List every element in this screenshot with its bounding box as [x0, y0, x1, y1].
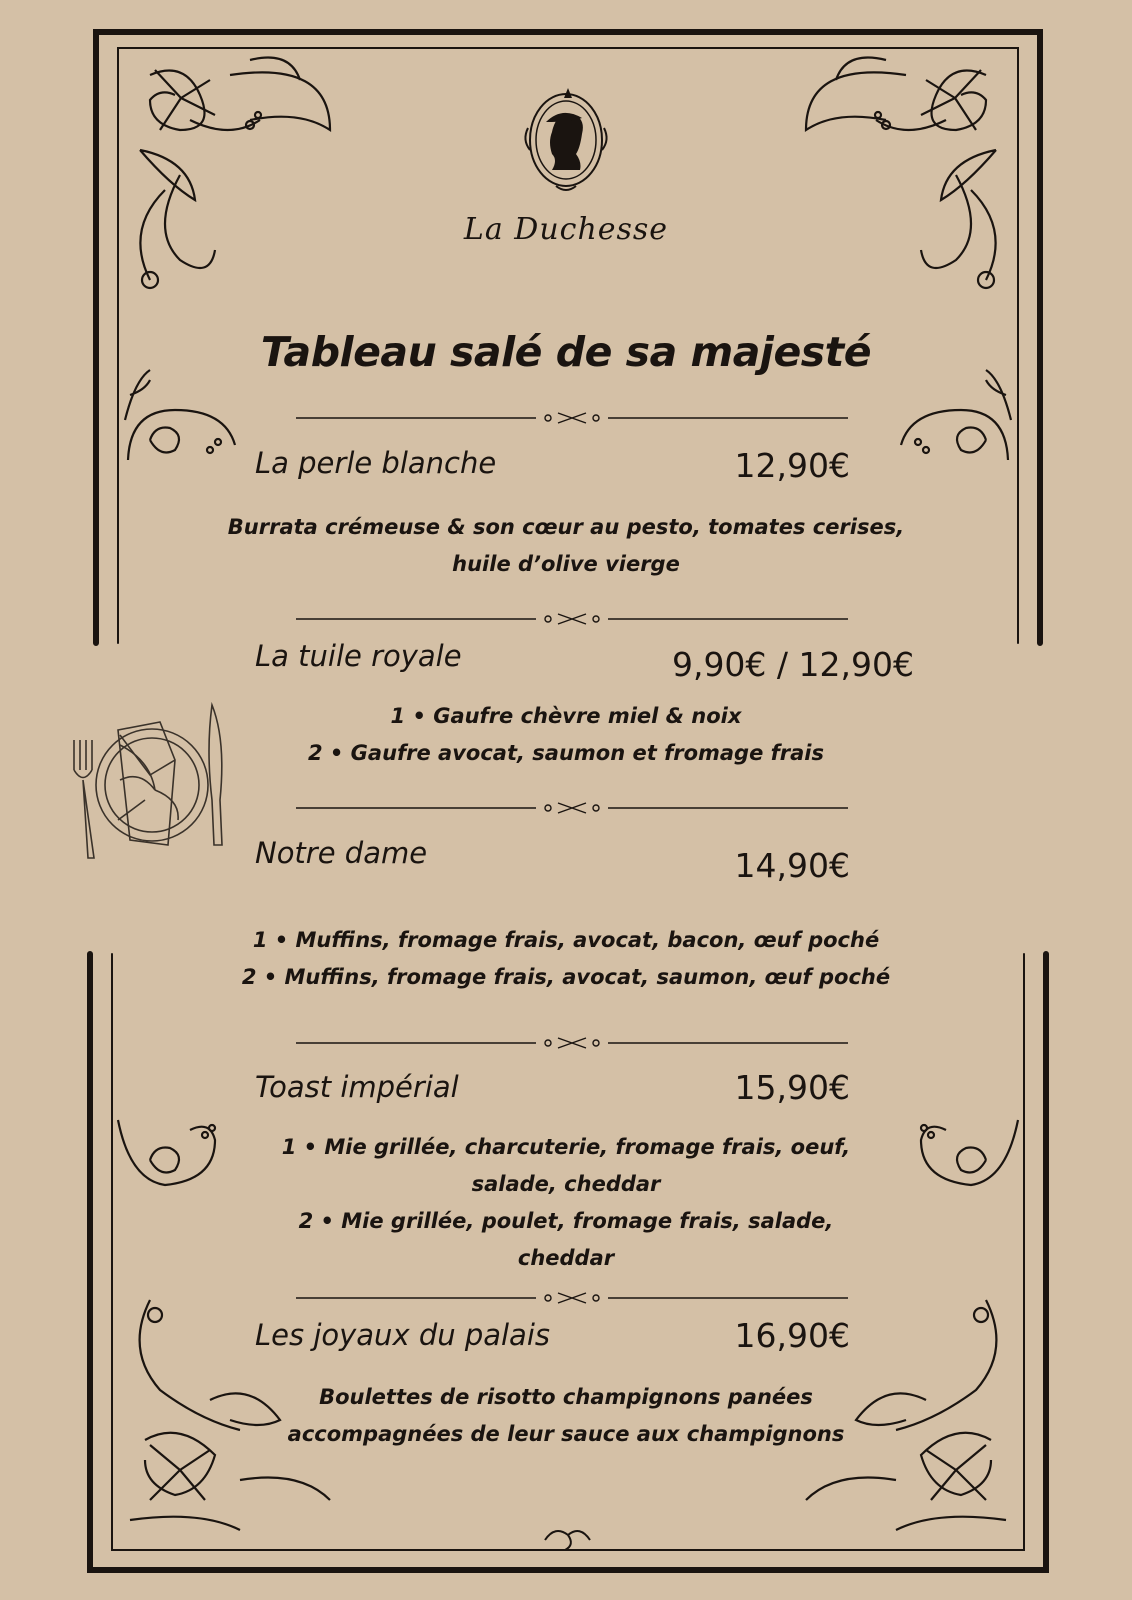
- divider: [296, 411, 848, 425]
- description-line: 2 • Muffins, fromage frais, avocat, saumon, œuf poché: [241, 965, 891, 989]
- description-line: huile d’olive vierge: [452, 552, 680, 576]
- menu-item-price: 15,90€: [734, 1068, 850, 1107]
- menu-item-description: [220, 1129, 912, 1277]
- menu-item-name: La perle blanche: [255, 446, 497, 480]
- corner-flourish-top-right: [806, 58, 996, 289]
- side-scroll-right-lower: [921, 1120, 1018, 1185]
- description-line: 1 • Muffins, fromage frais, avocat, bacon, œuf poché: [252, 928, 880, 952]
- description-line: Burrata crémeuse & son cœur au pesto, tomates cerises,: [227, 515, 905, 539]
- side-scroll-left-lower: [118, 1120, 215, 1185]
- menu-item-description: [220, 1379, 912, 1453]
- description-line: accompagnées de leur sauce aux champignons: [287, 1422, 845, 1446]
- logo-cameo-icon: [525, 88, 606, 190]
- description-line: 1 • Gaufre chèvre miel & noix: [390, 704, 742, 728]
- divider: [296, 612, 848, 626]
- side-scroll-right-upper: [901, 370, 1011, 460]
- description-line: cheddar: [517, 1246, 615, 1270]
- divider: [296, 1291, 848, 1305]
- description-line: salade, cheddar: [471, 1172, 661, 1196]
- description-line: Boulettes de risotto champignons panées: [319, 1385, 813, 1409]
- menu-item-name: Les joyaux du palais: [255, 1318, 550, 1352]
- menu-item-price: 12,90€: [734, 446, 850, 485]
- divider: [296, 1036, 848, 1050]
- menu-item-description: [220, 922, 912, 996]
- menu-item-description: [220, 698, 912, 772]
- menu-item-name: Notre dame: [255, 836, 428, 870]
- menu-item-name: La tuile royale: [255, 639, 462, 673]
- brand-name: La Duchesse: [463, 212, 669, 247]
- description-line: 2 • Mie grillée, poulet, fromage frais, salade,: [298, 1209, 834, 1233]
- cutlery-plate-illustration: [74, 705, 222, 858]
- description-line: 2 • Gaufre avocat, saumon et fromage frais: [308, 741, 824, 765]
- corner-flourish-top-left: [140, 58, 330, 289]
- menu-title: Tableau salé de sa majesté: [260, 328, 872, 376]
- menu-item-price: 9,90€ / 12,90€: [671, 645, 914, 684]
- menu-item-price: 14,90€: [734, 846, 850, 885]
- description-line: 1 • Mie grillée, charcuterie, fromage frais, oeuf,: [281, 1135, 851, 1159]
- menu-item-name: Toast impérial: [255, 1070, 459, 1104]
- bottom-center-swirl: [545, 1531, 590, 1550]
- divider: [296, 801, 848, 815]
- menu-item-price: 16,90€: [734, 1316, 850, 1355]
- menu-item-description: [220, 509, 912, 583]
- side-scroll-left-upper: [125, 370, 235, 460]
